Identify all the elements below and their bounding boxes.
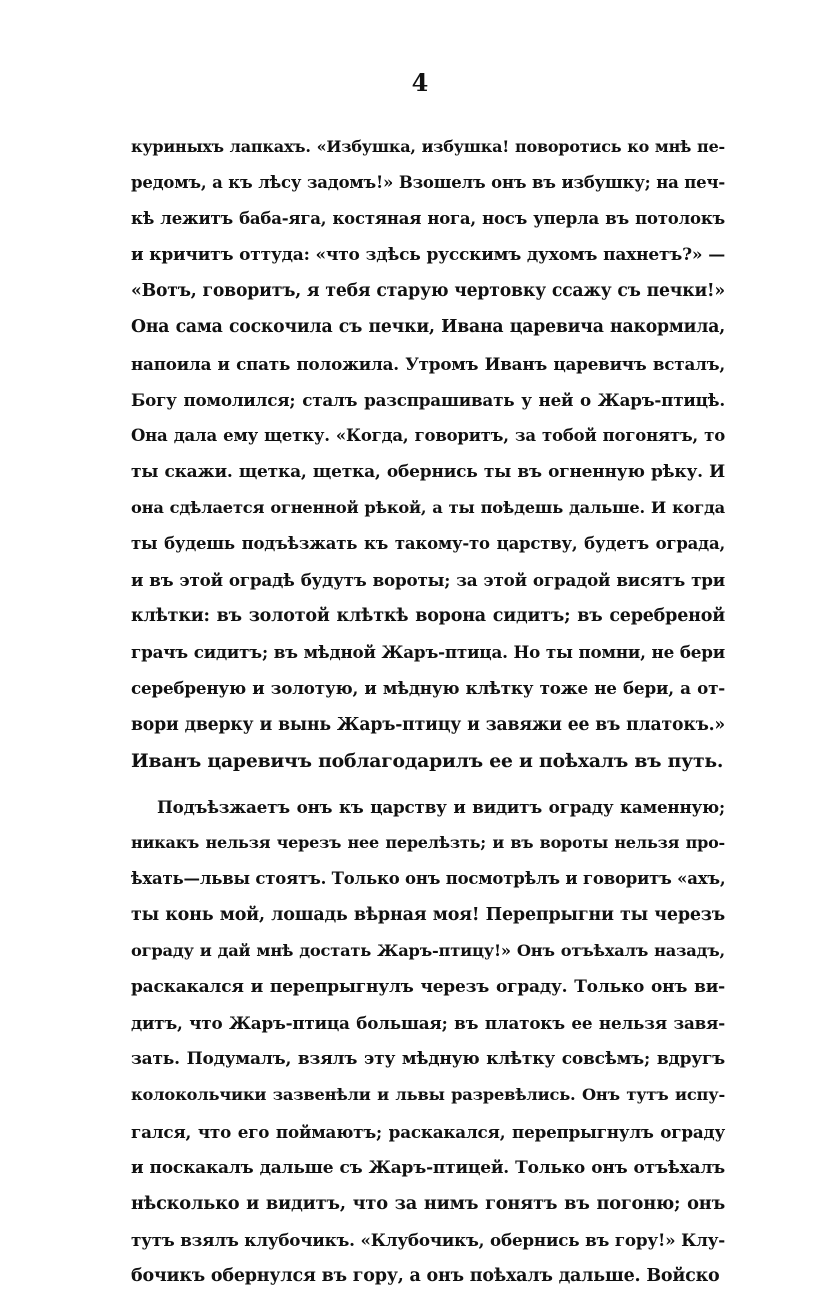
text-line: бочикъ обернулся въ гору, а онъ поѣхалъ дальше. Войско [131, 1265, 720, 1286]
text-block [131, 129, 725, 1294]
text-line: «Вотъ, говоритъ, я тебя старую чертовку ссажу съ печки!» [131, 281, 725, 302]
text-line: ѣхать—львы стоятъ. Только онъ посмотрѣлъ и говоритъ «ахъ, [131, 868, 726, 888]
text-line: и кричитъ оттуда: «что здѣсь русскимъ духомъ пахнетъ?» — [131, 245, 725, 266]
text-line: редомъ, а къ лѣсу задомъ!» Взошелъ онъ въ избушку; на печ- [131, 173, 725, 193]
page-number: 4 [411, 68, 429, 97]
paragraph-gap [131, 779, 725, 789]
text-line: грачъ сидитъ; въ мѣдной Жаръ-птица. Но ты помни, не бери [131, 642, 725, 663]
text-line: никакъ нельзя черезъ нее перелѣзть; и въ вороты нельзя про- [131, 832, 725, 852]
text-line: раскакался и перепрыгнулъ черезъ ограду. Только онъ ви- [131, 977, 725, 998]
text-line: кѣ лежитъ баба-яга, костяная нога, носъ уперла въ потолокъ [131, 209, 725, 229]
text-line: зать. Подумалъ, взялъ эту мѣдную клѣтку совсѣмъ; вдругъ [131, 1049, 725, 1070]
text-line: гался, что его поймаютъ; раскакался, перепрыгнулъ ограду [131, 1121, 725, 1142]
text-line: Богу помолился; сталъ разспрашивать у ней о Жаръ-птицѣ. [131, 389, 725, 410]
paragraph [131, 789, 725, 1294]
text-line: напоила и спать положила. Утромъ Иванъ царевичъ всталъ, [131, 353, 725, 374]
text-line: Иванъ царевичъ поблагодарилъ ее и поѣхалъ въ путь. [131, 749, 724, 772]
text-line: и поскакалъ дальше съ Жаръ-птицей. Только онъ отъѣхалъ [131, 1157, 725, 1178]
text-line: колокольчики зазвенѣли и львы разревѣлись. Онъ тутъ испу- [131, 1085, 725, 1105]
text-line: серебреную и золотую, и мѣдную клѣтку тоже не бери, а от- [131, 678, 725, 699]
text-line: Она дала ему щетку. «Когда, говоритъ, за тобой погонятъ, то [131, 425, 725, 445]
text-line: куриныхъ лапкахъ. «Избушка, избушка! поворотись ко мнѣ пе- [131, 137, 725, 156]
text-line: клѣтки: въ золотой клѣткѣ ворона сидитъ; въ серебреной [131, 606, 725, 627]
text-line: ты скажи. щетка, щетка, обернись ты въ огненную рѣку. И [131, 461, 725, 482]
text-line: ты конь мой, лошадь вѣрная моя! Перепрыгни ты черезъ [131, 904, 725, 925]
text-line: вори дверку и вынь Жаръ-птицу и завяжи ее въ платокъ.» [131, 714, 725, 735]
text-line: ограду и дай мнѣ достать Жаръ-птицу!» Онъ отъѣхалъ назадъ, [131, 941, 725, 961]
text-line: она сдѣлается огненной рѣкой, а ты поѣдешь дальше. И когда [131, 497, 725, 517]
text-line: Подъѣзжаетъ онъ къ царству и видитъ ограду каменную; [157, 796, 725, 817]
text-line: дитъ, что Жаръ-птица большая; въ платокъ ее нельзя завя- [131, 1013, 725, 1034]
text-line: Она сама соскочила съ печки, Ивана царевича накормила, [131, 317, 725, 338]
paragraph [131, 129, 725, 779]
text-line: тутъ взялъ клубочикъ. «Клубочикъ, обернись въ гору!» Клу- [131, 1229, 725, 1250]
text-line: ты будешь подъѣзжать къ такому-то царству, будетъ ограда, [131, 534, 725, 554]
text-line: и въ этой оградѣ будутъ вороты; за этой оградой висятъ три [131, 570, 725, 591]
text-line: нѣсколько и видитъ, что за нимъ гонятъ въ погоню; онъ [131, 1192, 725, 1214]
